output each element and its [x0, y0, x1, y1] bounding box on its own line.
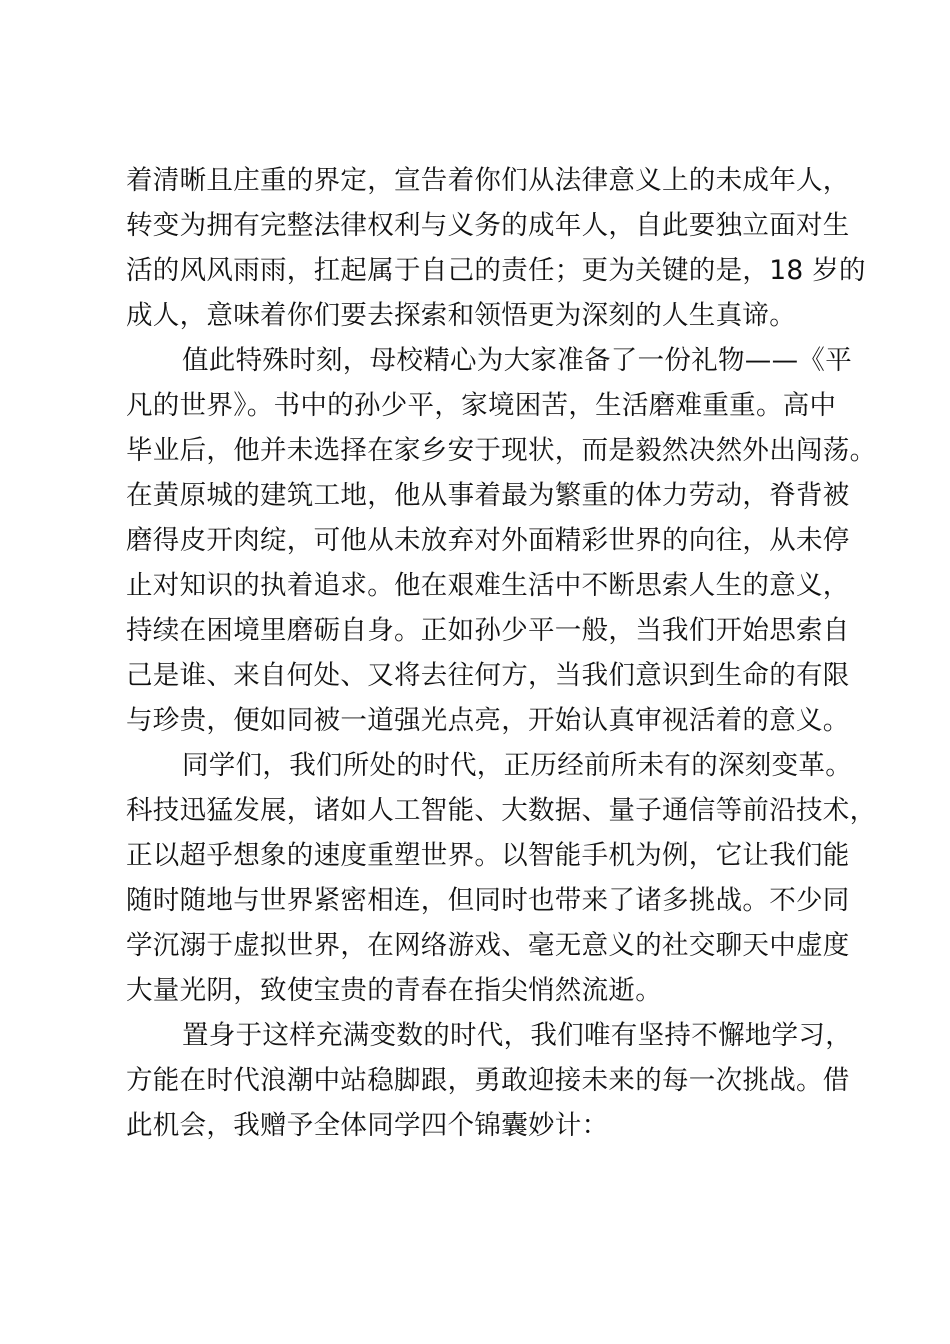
text-line: 大量光阴，致使宝贵的青春在指尖悄然流逝。: [126, 975, 662, 1006]
text-line: 着清晰且庄重的界定，宣告着你们从法律意义上的未成年人，: [126, 165, 850, 196]
paragraph: [126, 338, 877, 743]
text-line: 转变为拥有完整法律权利与义务的成年人，自此要独立面对生: [126, 210, 850, 241]
text-line: 学沉溺于虚拟世界，在网络游戏、毫无意义的社交聊天中虚度: [126, 930, 850, 961]
text-line: 随时随地与世界紧密相连，但同时也带来了诸多挑战。不少同: [126, 885, 850, 916]
text-line: 持续在困境里磨砺自身。正如孙少平一般，当我们开始思索自: [126, 615, 850, 646]
paragraph: [126, 743, 877, 1013]
text-line: 科技迅猛发展，诸如人工智能、大数据、量子通信等前沿技术，: [126, 795, 877, 826]
paragraph: [126, 1013, 852, 1148]
text-line: 与珍贵，便如同被一道强光点亮，开始认真审视活着的意义。: [126, 705, 850, 736]
paragraph: [126, 158, 866, 338]
document-page: [126, 158, 877, 1148]
text-line: 止对知识的执着追求。他在艰难生活中不断思索人生的意义，: [126, 570, 850, 601]
text-line: 在黄原城的建筑工地，他从事着最为繁重的体力劳动，脊背被: [126, 480, 850, 511]
text-line: 活的风风雨雨，扛起属于自己的责任；更为关键的是，18 岁的: [126, 255, 866, 286]
text-line: 方能在时代浪潮中站稳脚跟，勇敢迎接未来的每一次挑战。借: [126, 1065, 850, 1096]
text-line: 凡的世界》。书中的孙少平，家境困苦，生活磨难重重。高中: [126, 390, 837, 421]
text-line: 同学们，我们所处的时代，正历经前所未有的深刻变革。: [182, 750, 852, 781]
text-line: 成人，意味着你们要去探索和领悟更为深刻的人生真谛。: [126, 300, 796, 331]
text-line: 正以超乎想象的速度重塑世界。以智能手机为例，它让我们能: [126, 840, 850, 871]
text-line: 毕业后，他并未选择在家乡安于现状，而是毅然决然外出闯荡。: [126, 435, 877, 466]
text-line: 值此特殊时刻，母校精心为大家准备了一份礼物——《平: [182, 345, 852, 376]
text-line: 置身于这样充满变数的时代，我们唯有坚持不懈地学习，: [182, 1020, 852, 1051]
text-line: 己是谁、来自何处、又将去往何方，当我们意识到生命的有限: [126, 660, 850, 691]
text-line: 此机会，我赠予全体同学四个锦囊妙计：: [126, 1110, 609, 1141]
text-line: 磨得皮开肉绽，可他从未放弃对外面精彩世界的向往，从未停: [126, 525, 850, 556]
